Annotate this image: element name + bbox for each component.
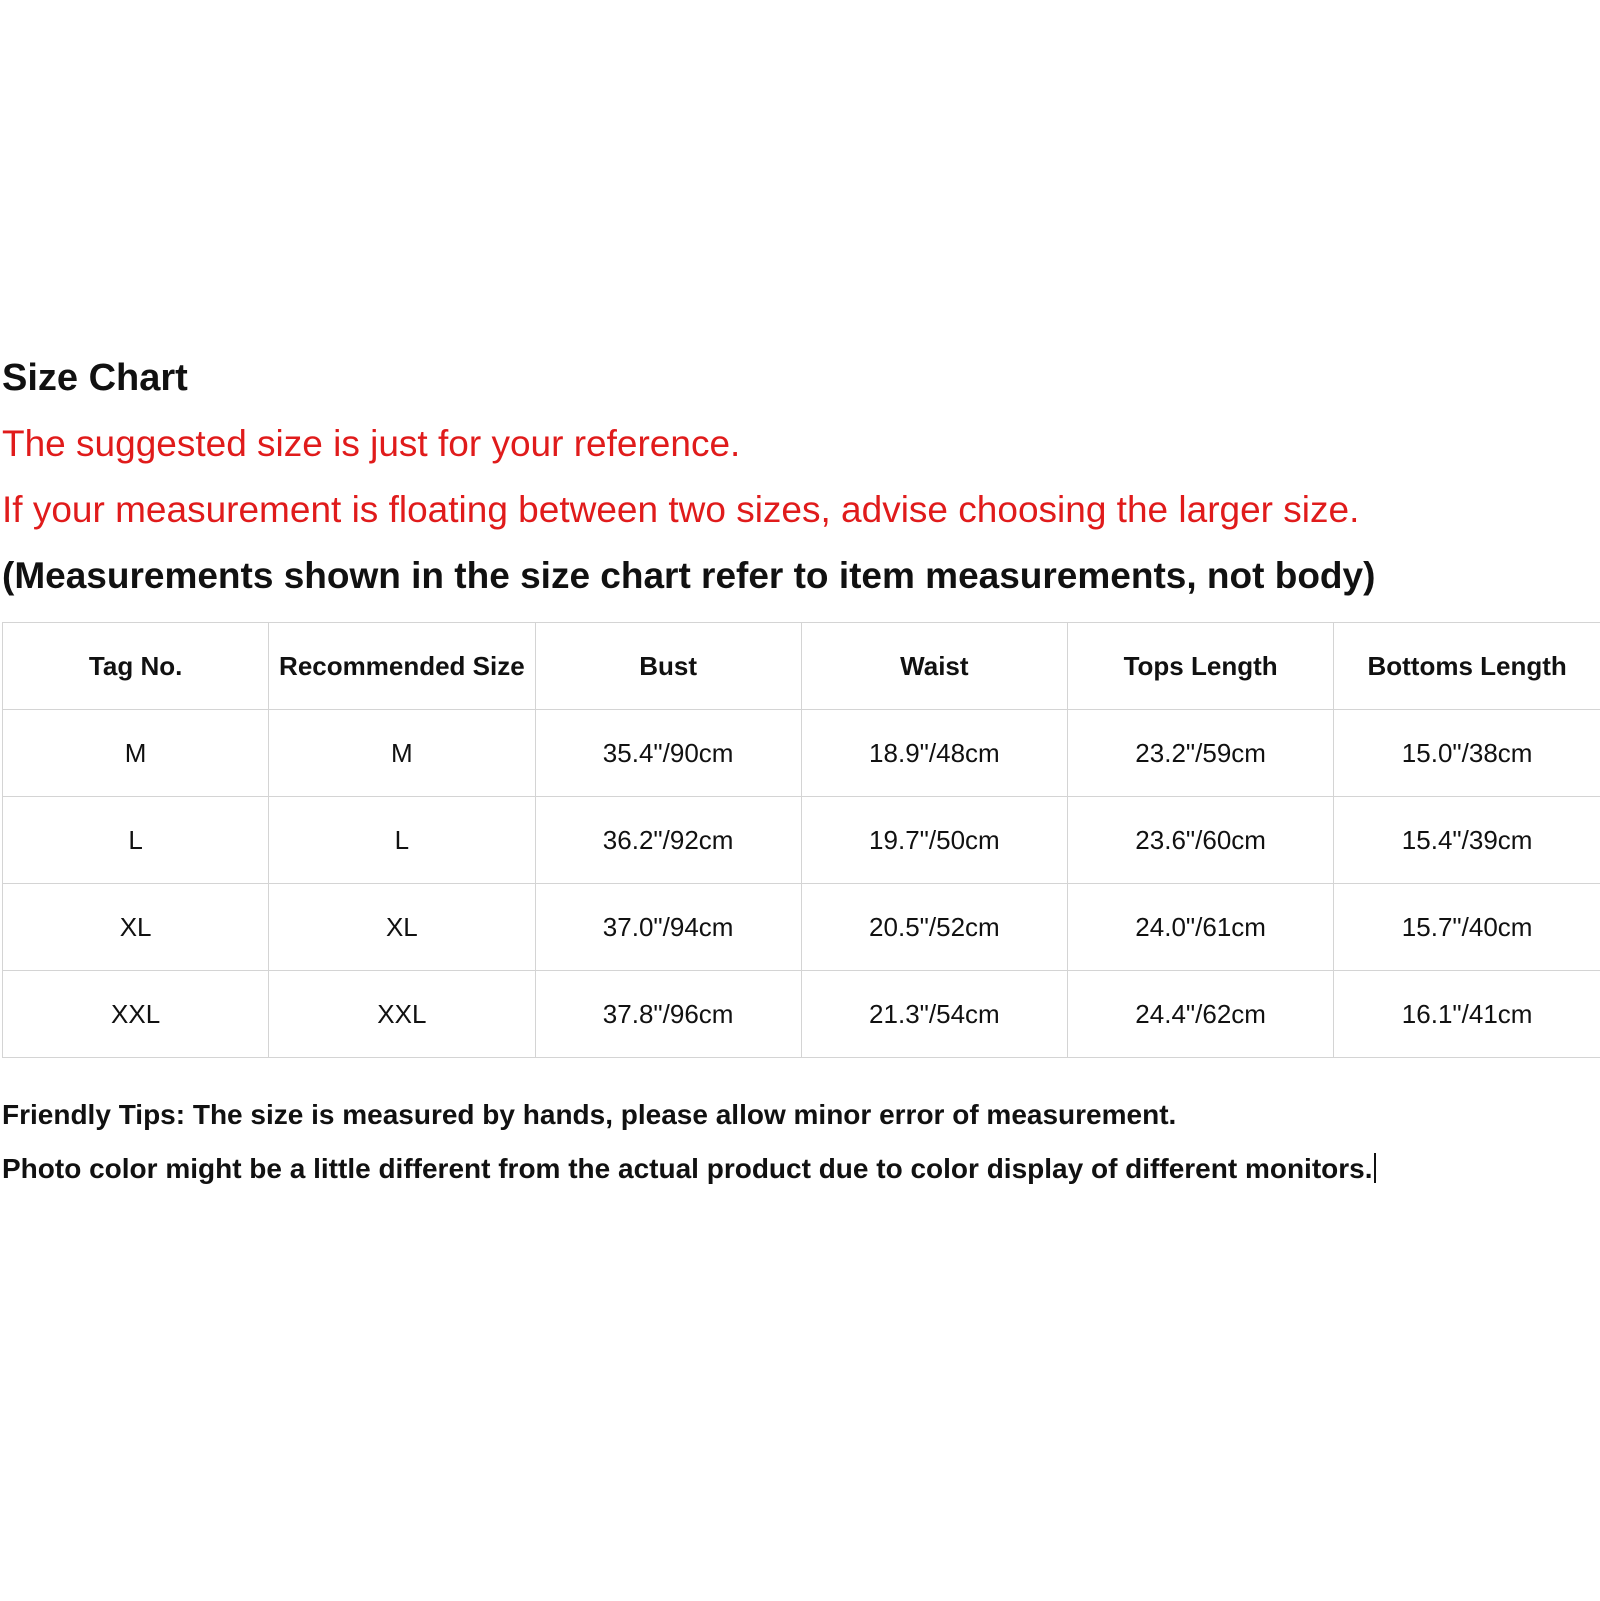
text-cursor-icon [1374,1153,1376,1183]
measurement-disclaimer: (Measurements shown in the size chart refer to item measurements, not body) [2,555,1376,596]
cell-bust: 37.8"/96cm [535,971,801,1058]
cell-tops-length: 23.2"/59cm [1068,710,1334,797]
size-chart-title: Size Chart [2,357,188,399]
table-row [3,797,1600,884]
color-tip-line [2,1151,1376,1187]
cell-bust: 36.2"/92cm [535,797,801,884]
header-waist: Waist [801,623,1067,710]
cell-waist: 19.7"/50cm [801,797,1067,884]
cell-bottoms-length: 16.1"/41cm [1334,971,1600,1058]
reference-note: The suggested size is just for your reference. [2,423,741,464]
friendly-tip: Friendly Tips: The size is measured by hands, please allow minor error of measurement. [2,1099,1177,1130]
cell-recommended-size: XXL [269,971,535,1058]
header-recommended-size: Recommended Size [269,623,535,710]
cell-recommended-size: L [269,797,535,884]
cell-bust: 35.4"/90cm [535,710,801,797]
cell-waist: 18.9"/48cm [801,710,1067,797]
table-row [3,884,1600,971]
cell-bust: 37.0"/94cm [535,884,801,971]
cell-tops-length: 24.4"/62cm [1068,971,1334,1058]
header-bust: Bust [535,623,801,710]
table-row [3,971,1600,1058]
cell-tag-no: XXL [3,971,269,1058]
table-header-row [3,623,1600,710]
header-bottoms-length: Bottoms Length [1334,623,1600,710]
cell-tag-no: L [3,797,269,884]
cell-tag-no: M [3,710,269,797]
header-tops-length: Tops Length [1068,623,1334,710]
cell-recommended-size: M [269,710,535,797]
cell-waist: 21.3"/54cm [801,971,1067,1058]
cell-tag-no: XL [3,884,269,971]
cell-bottoms-length: 15.0"/38cm [1334,710,1600,797]
larger-size-advice: If your measurement is floating between two sizes, advise choosing the larger size. [2,489,1360,530]
cell-bottoms-length: 15.7"/40cm [1334,884,1600,971]
cell-waist: 20.5"/52cm [801,884,1067,971]
header-tag-no: Tag No. [3,623,269,710]
table-row [3,710,1600,797]
cell-tops-length: 24.0"/61cm [1068,884,1334,971]
size-table [2,622,1600,1058]
cell-tops-length: 23.6"/60cm [1068,797,1334,884]
cell-recommended-size: XL [269,884,535,971]
color-tip: Photo color might be a little different from the actual product due to color display of different monitors. [2,1153,1373,1184]
cell-bottoms-length: 15.4"/39cm [1334,797,1600,884]
